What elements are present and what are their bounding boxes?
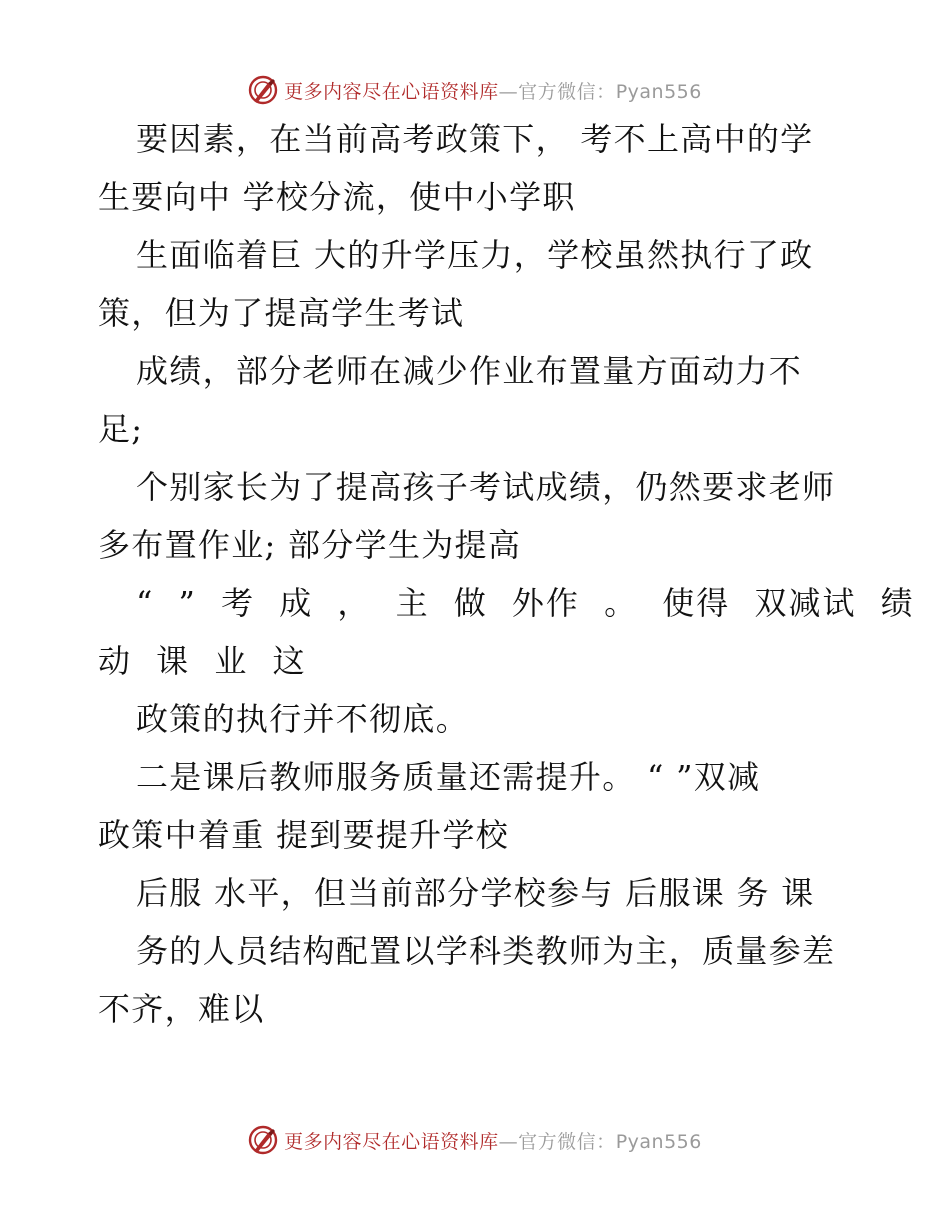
text-line: 不齐，难以 bbox=[98, 990, 265, 1028]
header-text bbox=[284, 77, 702, 104]
text-line: 足; bbox=[98, 410, 144, 448]
text-line: 生面临着巨 大的升学压力，学校虽然执行了政 bbox=[136, 236, 814, 274]
text-line: 要因素，在当前高考政策下， 考不上高中的学 bbox=[136, 120, 814, 158]
text-line: 政策的执行并不彻底。 bbox=[136, 700, 470, 738]
pen-logo-icon bbox=[248, 75, 278, 105]
text-line: 多布置作业; 部分学生为提高 bbox=[98, 526, 522, 564]
text-line: “ ” 考 成 ， 主 做 外作 。 使得 双减试 绩 bbox=[136, 584, 915, 622]
text-line: 成绩，部分老师在减少作业布置量方面动力不 bbox=[136, 352, 803, 390]
text-line: 务的人员结构配置以学科类教师为主，质量参差 bbox=[136, 932, 836, 970]
text-line: 后服 水平，但当前部分学校参与 后服课 务 课 bbox=[136, 874, 815, 912]
text-line: 策，但为了提高学生考试 bbox=[98, 294, 465, 332]
header-wechat-id: Pyan556 bbox=[615, 80, 702, 103]
header-banner bbox=[0, 70, 950, 110]
pen-logo-icon bbox=[248, 1125, 278, 1155]
footer-site-text: 更多内容尽在心语资料库 bbox=[284, 1130, 499, 1153]
header-separator: — bbox=[498, 80, 519, 103]
footer-wechat-id: Pyan556 bbox=[615, 1130, 702, 1153]
header-wechat-label: 官方微信： bbox=[518, 80, 616, 103]
document-body bbox=[98, 120, 915, 1051]
text-line: 政策中着重 提到要提升学校 bbox=[98, 816, 510, 854]
text-line: 个别家长为了提高孩子考试成绩，仍然要求老师 bbox=[136, 468, 836, 506]
footer-text bbox=[284, 1127, 702, 1154]
text-line: 二是课后教师服务质量还需提升。 “ ”双减 bbox=[136, 758, 761, 796]
footer-wechat-label: 官方微信： bbox=[518, 1130, 616, 1153]
footer-separator: — bbox=[498, 1130, 519, 1153]
text-line: 动 课 业 这 bbox=[98, 642, 307, 680]
header-site-text: 更多内容尽在心语资料库 bbox=[284, 80, 499, 103]
footer-banner bbox=[0, 1120, 950, 1160]
text-line: 生要向中 学校分流，使中小学职 bbox=[98, 178, 576, 216]
